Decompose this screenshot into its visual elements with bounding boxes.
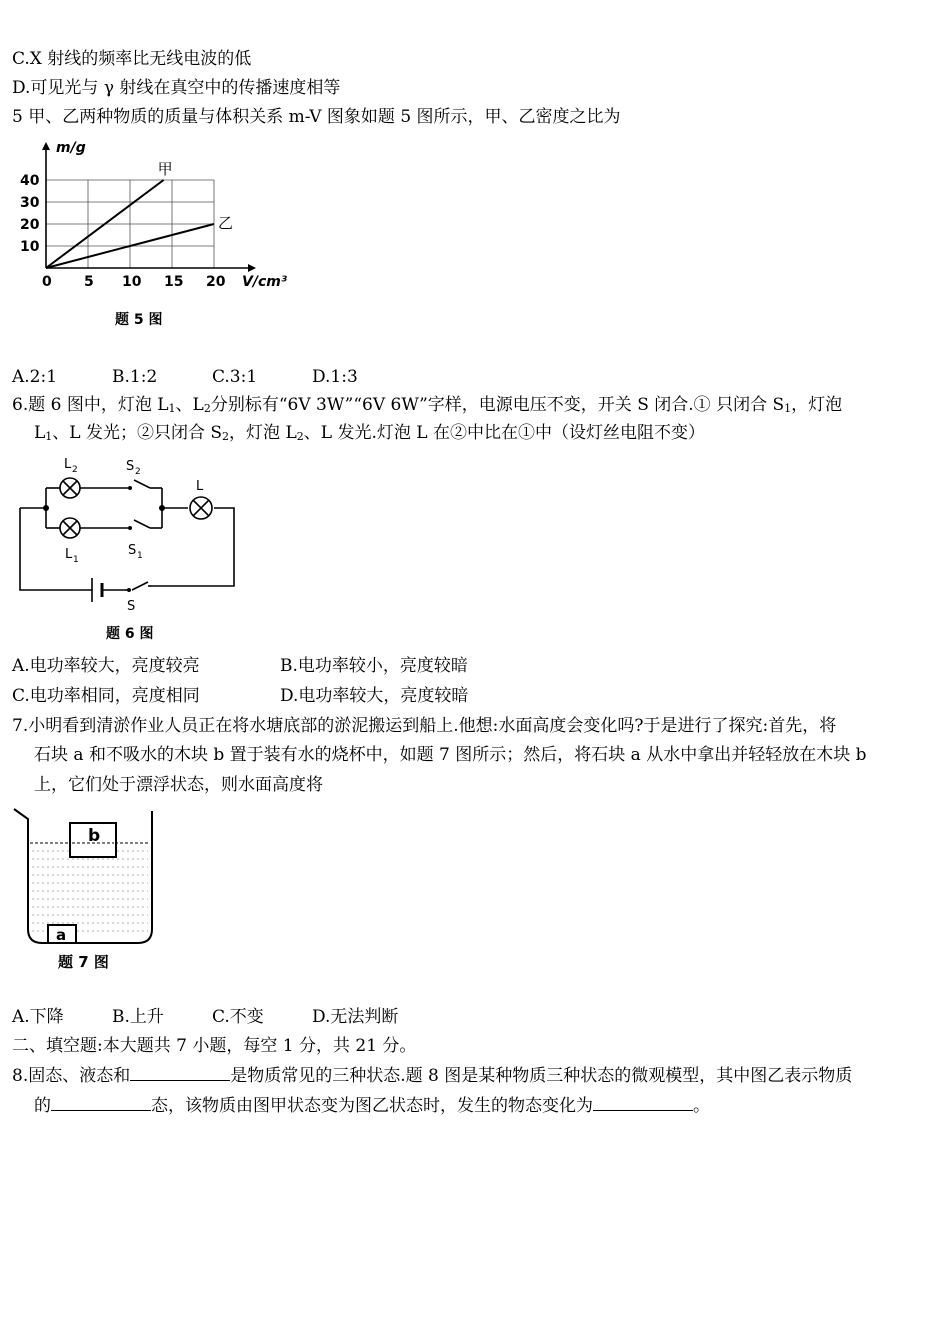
blank-1[interactable] (130, 1064, 230, 1081)
chart-axes (42, 142, 256, 272)
question-7-line3: 上，它们处于漂浮状态，则水面高度将 (34, 775, 323, 795)
label-s1: S (128, 543, 137, 558)
x-axis-label: V/cm³ (242, 274, 287, 290)
figure-7-beaker (10, 803, 180, 975)
y-tick-label: 20 (20, 217, 40, 233)
question-5-text: 5 甲、乙两种物质的质量与体积关系 m-V 图象如题 5 图所示，甲、乙密度之比为 (12, 107, 621, 127)
question-8-line2: 的 态，该物质由图甲状态变为图乙状态时，发生的物态变化为 。 (34, 1096, 710, 1116)
question-6-line1: 6.题 6 图中，灯泡 $L_1$、$L_2$分别标有“6V 3W”“6V 6W”字样，电源电压不变，开关 S 闭合.① 只闭合 $S_1$，灯泡 (12, 395, 843, 415)
y-tick-label: 40 (20, 173, 40, 189)
figure-5-chart (10, 136, 310, 336)
q7-option-a[interactable]: A.下降 (12, 1007, 64, 1027)
question-8-line1: 8.固态、液态和 是物质常见的三种状态.题 8 图是某种物质三种状态的微观模型，其中图乙表示物质 (12, 1066, 853, 1086)
x-tick-label: 20 (206, 274, 226, 290)
question-5-options (12, 366, 932, 388)
label-s: S (127, 599, 136, 614)
q5-option-d[interactable]: D.1:3 (312, 367, 358, 387)
q6-option-c[interactable]: C.电功率相同，亮度相同 (12, 686, 200, 706)
blank-2[interactable] (51, 1094, 151, 1111)
block-b-label: b (88, 826, 101, 846)
y-tick-label: 30 (20, 195, 40, 211)
series-label-1: 乙 (218, 214, 234, 232)
q6-option-b[interactable]: B.电功率较小，亮度较暗 (280, 656, 468, 676)
svg-text:2: 2 (135, 467, 141, 477)
y-axis-label: m/g (56, 140, 86, 156)
question-7-options (12, 1006, 932, 1028)
figure-5-caption: 题 5 图 (115, 312, 163, 328)
q7-option-b[interactable]: B.上升 (112, 1007, 164, 1027)
question-7-line2: 石块 a 和不吸水的木块 b 置于装有水的烧杯中，如题 7 图所示；然后，将石块 a 从水中拿出并轻轻放在木块 b (34, 745, 867, 765)
q5-option-a[interactable]: A.2:1 (12, 367, 58, 387)
label-l2: L (64, 457, 72, 472)
y-axis-arrow (42, 142, 50, 150)
chart-grid (46, 180, 214, 268)
chart-tick-labels (20, 173, 226, 290)
section-2-heading: 二、填空题:本大题共 7 小题，每空 1 分，共 21 分。 (12, 1036, 417, 1056)
x-tick-label: 10 (122, 274, 142, 290)
blank-3[interactable] (593, 1094, 693, 1111)
x-tick-label: 0 (42, 274, 52, 290)
figure-6-circuit (10, 450, 250, 646)
x-axis-arrow (248, 264, 256, 272)
label-l1: L (65, 547, 73, 562)
q5-option-b[interactable]: B.1:2 (112, 367, 158, 387)
q5-option-c[interactable]: C.3:1 (212, 367, 258, 387)
svg-text:1: 1 (73, 555, 79, 565)
figure-6-caption: 题 6 图 (106, 626, 154, 642)
y-tick-label: 10 (20, 239, 40, 255)
question-6-line2: $L_1$、L 发光；②只闭合 $S_2$，灯泡 $L_2$、L 发光.灯泡 L 在②中比在①中（设灯丝电阻不变） (34, 423, 705, 443)
label-l: L (196, 479, 204, 494)
x-tick-label: 5 (84, 274, 94, 290)
option-d-line: D.可见光与 γ 射线在真空中的传播速度相等 (12, 78, 341, 98)
question-6-options (12, 655, 932, 707)
q6-option-d[interactable]: D.电功率较大，亮度较暗 (280, 686, 469, 706)
chart-series (46, 160, 233, 268)
question-7-line1: 7.小明看到清淤作业人员正在将水塘底部的淤泥搬运到船上.他想:水面高度会变化吗?于是进行了探究:首先，将 (12, 716, 837, 736)
option-c-line: C.X 射线的频率比无线电波的低 (12, 49, 252, 69)
label-s2: S (126, 459, 135, 474)
figure-7-caption: 题 7 图 (58, 953, 109, 971)
q7-option-c[interactable]: C.不变 (212, 1007, 264, 1027)
svg-text:2: 2 (72, 465, 78, 475)
block-a-label: a (56, 926, 67, 944)
series-label-0: 甲 (157, 160, 173, 178)
x-tick-label: 15 (164, 274, 184, 290)
q7-option-d[interactable]: D.无法判断 (312, 1007, 399, 1027)
svg-text:1: 1 (137, 551, 143, 561)
q6-option-a[interactable]: A.电功率较大，亮度较亮 (12, 656, 200, 676)
